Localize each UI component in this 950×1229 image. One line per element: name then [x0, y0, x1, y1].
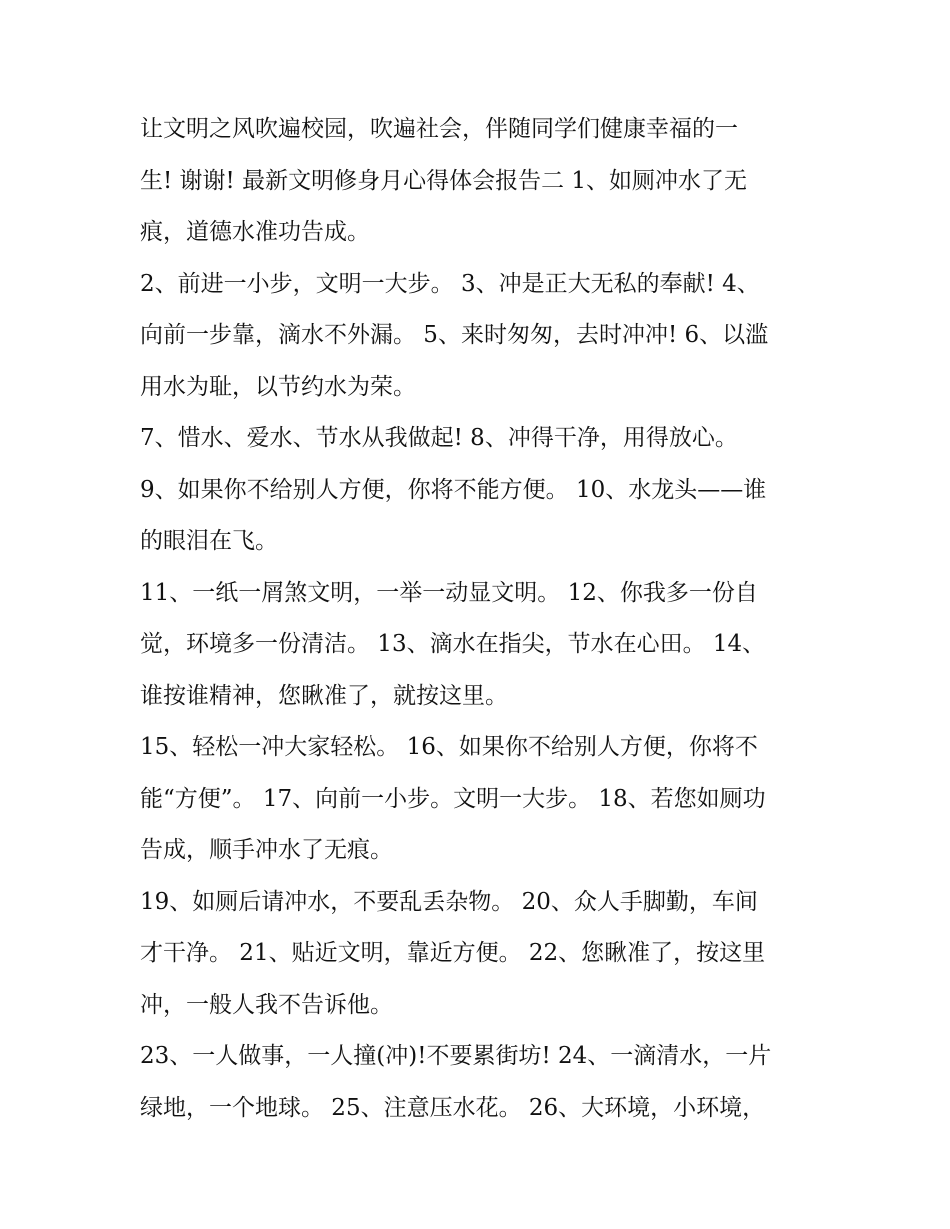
text-line: 痕，道德水准功告成。 [140, 219, 370, 245]
paragraph [140, 413, 820, 465]
paragraph [140, 722, 820, 877]
text-line: 19、如厕后请冲水，不要乱丢杂物。 20、众人手脚勤，车间 [140, 888, 758, 915]
text-line: 的眼泪在飞。 [140, 528, 278, 554]
paragraph [140, 1031, 820, 1134]
text-line: 生! 谢谢! 最新文明修身月心得体会报告二 1、如厕冲水了无 [140, 167, 748, 194]
text-line: 觉，环境多一份清洁。 13、滴水在指尖，节水在心田。 14、 [140, 631, 766, 657]
text-line: 9、如果你不给别人方便，你将不能方便。 10、水龙头——谁 [140, 476, 767, 503]
text-line: 谁按谁精神，您瞅准了，就按这里。 [140, 682, 508, 709]
text-line: 用水为耻，以节约水为荣。 [140, 373, 416, 400]
text-line: 23、一人做事，一人撞(冲)!不要累街坊! 24、一滴清水，一片 [140, 1043, 772, 1069]
text-line: 让文明之风吹遍校园，吹遍社会，伴随同学们健康幸福的一 [140, 116, 738, 142]
text-line: 绿地，一个地球。 25、注意压水花。 26、大环境，小环境， [140, 1094, 766, 1121]
text-line: 7、惜水、爱水、节水从我做起! 8、冲得干净，用得放心。 [140, 425, 738, 451]
text-line: 能“方便”。 17、向前一小步。文明一大步。 18、若您如厕功 [140, 785, 766, 812]
document-body [140, 104, 820, 1134]
paragraph [140, 465, 820, 568]
text-line: 向前一步靠，滴水不外漏。 5、来时匆匆，去时冲冲! 6、以滥 [140, 322, 769, 348]
text-line: 15、轻松一冲大家轻松。 16、如果你不给别人方便，你将不 [140, 734, 758, 760]
text-line: 2、前进一小步，文明一大步。 3、冲是正大无私的奉献! 4、 [140, 270, 760, 297]
paragraph [140, 259, 820, 414]
text-line: 告成，顺手冲水了无痕。 [140, 837, 393, 863]
paragraph [140, 568, 820, 723]
text-line: 11、一纸一屑煞文明，一举一动显文明。 12、你我多一份自 [140, 579, 758, 606]
text-line: 冲，一般人我不告诉他。 [140, 991, 393, 1018]
text-line: 才干净。 21、贴近文明，靠近方便。 22、您瞅准了，按这里 [140, 940, 766, 966]
paragraph [140, 877, 820, 1032]
paragraph [140, 104, 820, 259]
